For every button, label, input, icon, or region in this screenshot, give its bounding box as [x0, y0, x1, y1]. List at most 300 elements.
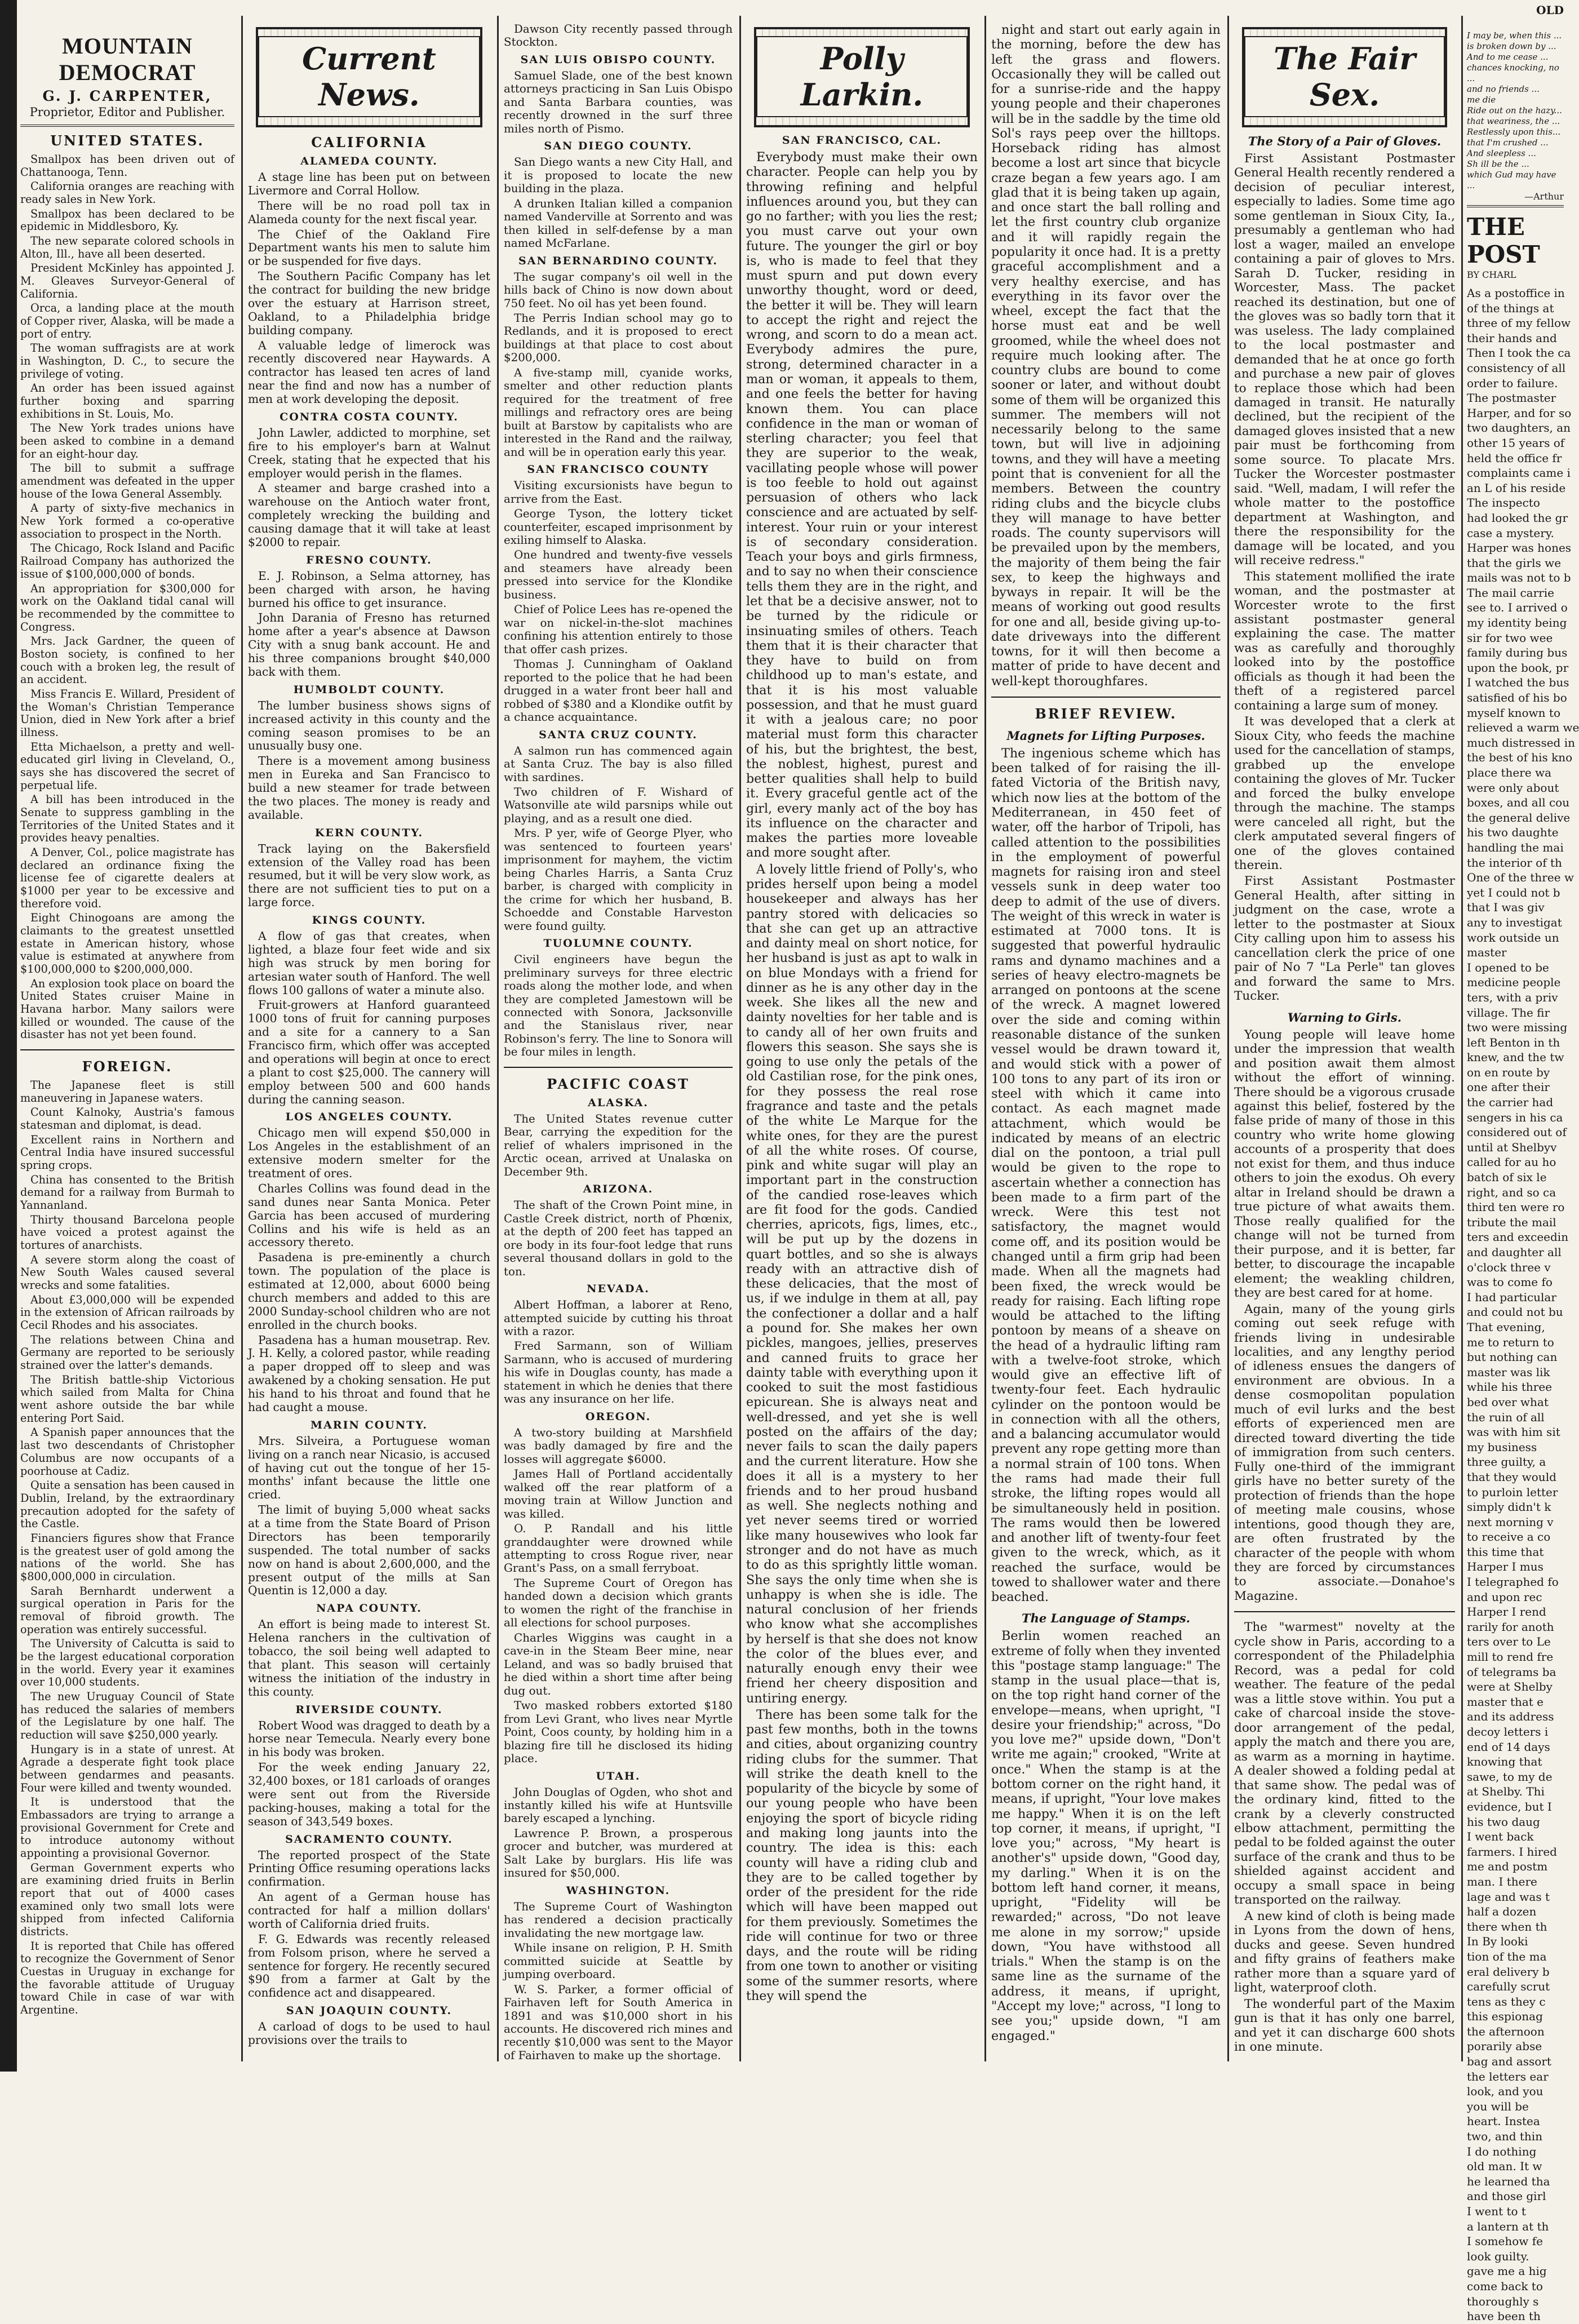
news-item: An effort is being made to interest St. Helena ranchers in the cultivation of tobacco, the soil being well adapted to that plant. This season will certainly witness the initiation of the industry in this county.: [248, 1617, 490, 1698]
news-item: San Diego wants a new City Hall, and it is proposed to locate the new building in the plaza.: [504, 156, 733, 196]
state-heading: CALIFORNIA: [311, 134, 427, 150]
news-item: A valuable ledge of limerock was recently discovered near Haywards. A contractor has leased ten acres of land near the find and now has a number of men at work developing the deposit.: [248, 338, 490, 406]
paragraph: The "warmest" novelty at the cycle show in Paris, according to a correspondent of the Philadelphia Record, was a pedal for cold weather. The feature of the pedal was a little stove within. You put a cake of charcoal inside the stove-door arrangement of the pedal, apply the match and there you are, as warm as a morning in haytime. A dealer showed a folding pedal at that same show. The pedal was of the ordinary kind, fitted to the crank by a cleverly constructed elbow attachment, permitting the pedal to be folded against the outer surface of the crank and thus to be shielded against accident and occupy a small space in being transported on the railway.: [1234, 1620, 1455, 1908]
text-line: to purloin letter: [1467, 1485, 1558, 1499]
text-line: the carrier had: [1467, 1096, 1554, 1110]
paragraph: It is reported that Chile has offered to recognize the Government of Senor Cuestas in Uruguay in exchange for the favorable attitude of Uruguay toward Chile in case of war with Argentine.: [20, 1939, 234, 2017]
paragraph: Mrs. Jack Gardner, the queen of Boston society, is confined to her couch with a broken leg, the result of an accident.: [20, 635, 234, 686]
news-item: Thomas J. Cunningham of Oakland reported to the police that he had been drugged in a water front beer hall and robbed of $380 and a Klondike outfit by a chance acquaintance.: [504, 658, 733, 724]
news-item: Two children of F. Wishard of Watsonville ate wild parsnips while out playing, and as a result one died.: [504, 785, 733, 825]
text-line: I may be, when this ...: [1467, 30, 1562, 41]
text-line: to receive a co: [1467, 1530, 1551, 1544]
text-line: me die: [1467, 95, 1496, 105]
text-line: me and postm: [1467, 1860, 1548, 1874]
text-line: and could not bu: [1467, 1305, 1563, 1319]
banner-polly-larkin: [754, 27, 970, 127]
text-line: tribute the mail: [1467, 1215, 1556, 1229]
paragraph: Count Kalnoky, Austria's famous statesman and diplomat, is dead.: [20, 1106, 234, 1132]
text-line: on en route by: [1467, 1065, 1550, 1079]
paragraph: This statement mollified the irate woman, and the postmaster at Worcester wrote to the first assistant postmaster general explaining the case. The matter was as carefully and thoroughly looked into by the postoffice officials as though it had been the theft of a registered parcel containing a large sum of money.: [1234, 569, 1455, 713]
paragraph: A severe storm along the coast of New South Wales caused several wrecks and some fatalities.: [20, 1253, 234, 1292]
column-5: [991, 23, 1221, 2067]
text-line: place there wa: [1467, 766, 1552, 779]
text-line: Harper was hones: [1467, 541, 1572, 555]
text-line: called for au ho: [1467, 1155, 1556, 1169]
news-item: Pasadena has a human mousetrap. Rev. J. H. Kelly, a colored pastor, while reading a paper dropped off to sleep and was awakened by a choking sensation. He put his hand to his throat and found that he had caught a mouse.: [248, 1333, 490, 1414]
section-heading: FOREIGN.: [82, 1058, 173, 1075]
text-line: the afternoon: [1467, 2024, 1545, 2038]
text-line: family during bus: [1467, 646, 1568, 660]
column-rule: [984, 16, 986, 2061]
paragraph: First Assistant Postmaster General Health recently rendered a decision of peculiar interest, especially to ladies. Some time ago some gentleman in Sioux City, Ia., presumably a gentleman who had lost a wager, mailed an envelope containing a pair of gloves to Mrs. Sarah D. Tucker, residing in Worcester, Mass. The packet reached its destination, but one of the gloves was so badly torn that it was useless. The lady complained to the local postmaster and demanded that he at once go forth and purchase a new pair of gloves to replace those which had been damaged in transit. He naturally declined, but the recipient of the damaged gloves insisted that a new pair must be forthcoming from some source. To placate Mrs. Tucker the Worcester postmaster said. "Well, madam, I will refer the whole matter to the postoffice department at Washington, and there the responsibility for the damage will be located, and you will receive redress.": [1234, 152, 1455, 568]
county-heading: WASHINGTON.: [566, 1884, 671, 1897]
text-line: heart. Instea: [1467, 2114, 1540, 2128]
divider: [1234, 1611, 1455, 1612]
paragraph: Orca, a landing place at the mouth of Copper river, Alaska, will be made a port of entry.: [20, 301, 234, 340]
article-body: [1234, 1028, 1455, 1604]
county-heading: KERN COUNTY.: [314, 826, 424, 839]
text-line: handling the mai: [1467, 840, 1564, 854]
news-item: E. J. Robinson, a Selma attorney, has been charged with arson, he having burned his office to get insurance.: [248, 569, 490, 610]
news-item: The Supreme Court of Washington has rendered a decision practically invalidating the new mortgage law.: [504, 1900, 733, 1940]
news-item: Visiting excursionists have begun to arrive from the East.: [504, 479, 733, 505]
paragraph: Hungary is in a state of unrest. At Agrade a desperate fight took place between gendarmes and peasants. Four were killed and twenty wounded.: [20, 1742, 234, 1794]
news-item: The lumber business shows signs of increased activity in this county and the coming season promises to be an unusually busy one.: [248, 698, 490, 753]
news-item: One hundred and twenty-five vessels and steamers have already been pressed into service for the Klondike business.: [504, 548, 733, 601]
article-byline: BY CHARL: [1467, 269, 1516, 280]
text-line: my business: [1467, 1440, 1537, 1454]
text-line: As a postoffice in: [1467, 286, 1565, 300]
subheading: The Story of a Pair of Gloves.: [1248, 134, 1441, 148]
paragraph: China has consented to the British demand for a railway from Burmah to Yannanland.: [20, 1173, 234, 1212]
text-line: ters over to Le: [1467, 1635, 1551, 1649]
text-line: I had particular: [1467, 1290, 1556, 1304]
text-line: see to. I arrived o: [1467, 601, 1568, 615]
paragraph: A Spanish paper announces that the last two descendants of Christopher Columbus are now occupants of a poorhouse at Cadiz.: [20, 1426, 234, 1478]
text-line: left Benton in th: [1467, 1035, 1560, 1049]
banner-title: Polly Larkin.: [756, 36, 968, 117]
text-line: I went to t: [1467, 2205, 1526, 2218]
text-line: held the office fr: [1467, 451, 1562, 465]
text-line: and upon rec: [1467, 1590, 1542, 1604]
text-line: I went back: [1467, 1830, 1534, 1844]
masthead-proprietor: Proprietor, Editor and Publisher.: [29, 105, 225, 119]
subheading: Magnets for Lifting Purposes.: [1006, 728, 1205, 743]
divider: [991, 697, 1221, 698]
text-line: man. I there: [1467, 1874, 1537, 1888]
column-rule: [739, 16, 741, 2061]
text-line: half a dozen: [1467, 1905, 1537, 1919]
text-line: master that e: [1467, 1695, 1544, 1709]
paragraph: The Japanese fleet is still maneuvering in Japanese waters.: [20, 1079, 234, 1105]
text-line: sawe, to my de: [1467, 1769, 1553, 1784]
foreign-news-list: [20, 1079, 234, 2017]
paragraph: A party of sixty-five mechanics in New York formed a co-operative association to prospect in the North.: [20, 502, 234, 540]
news-item: A stage line has been put on between Livermore and Corral Hollow.: [248, 170, 490, 197]
news-item: O. P. Randall and his little granddaughter were drowned while attempting to cross Rogue river, near Grant's Pass, on a small ferryboat.: [504, 1522, 733, 1575]
text-line: Then I took the ca: [1467, 346, 1571, 360]
text-line: old man. It w: [1467, 2159, 1542, 2174]
text-line: batch of six le: [1467, 1170, 1547, 1185]
news-item: Albert Hoffman, a laborer at Reno, attempted suicide by cutting his throat with a razor.: [504, 1298, 733, 1338]
section-heading: PACIFIC COAST: [547, 1075, 690, 1092]
column-2: [248, 23, 490, 2067]
masthead-editor: G. J. CARPENTER,: [42, 88, 212, 104]
text-line: the best of his kno: [1467, 751, 1573, 765]
text-line: that the girls we: [1467, 556, 1562, 570]
news-item: John Douglas of Ogden, who shot and instantly killed his wife at Huntsville barely escaped a lynching.: [504, 1785, 733, 1825]
text-line: of the things at: [1467, 301, 1554, 315]
text-line: next morning v: [1467, 1515, 1554, 1529]
news-item: The Supreme Court of Oregon has handed down a decision which grants to women the right of the franchise in all elections for school purposes.: [504, 1576, 733, 1630]
text-line: one after their: [1467, 1080, 1550, 1094]
news-item: The Chief of the Oakland Fire Department wants his men to salute him or be suspended for five days.: [248, 227, 490, 268]
paragraph: There has been some talk for the past few months, both in the towns and cities, about organizing country riding clubs for the summer. That will strike the death knell to the popularity of the bicycle by some of our young people who have been enjoying the sport of bicycle riding and making long jaunts into the country. The idea is this: each county will have a riding club and they are to be called together by order of the president for the ride which will have been mapped out for them previously. Sometimes the ride will continue for two or three days, and the route will be riding from one town to another or visiting some of the summer resorts, where they will spend the: [746, 1707, 978, 2003]
paragraph: The new separate colored schools in Alton, Ill., have all been deserted.: [20, 234, 234, 260]
paragraph: The Chicago, Rock Island and Pacific Railroad Company has authorized the issue of $100,000,000 of bonds.: [20, 542, 234, 580]
text-line: Harper I mus: [1467, 1560, 1543, 1574]
text-line: work outside un: [1467, 930, 1559, 944]
news-item: Track laying on the Bakersfield extension of the Valley road has been resumed, but it will be very slow work, as there are not sufficient ties to put on a large force.: [248, 841, 490, 910]
news-item: A five-stamp mill, cyanide works, smelter and other reduction plants required for the treatment of free millings and refractory ores are being built at Barstow by capitalists who are interested in the Rand and the railway, and will be in operation early this year.: [504, 366, 733, 459]
text-line: Restlessly upon this...: [1467, 127, 1561, 137]
text-line: two were missing: [1467, 1021, 1568, 1035]
county-heading: SAN JOAQUIN COUNTY.: [286, 2004, 453, 2017]
masthead-title: MOUNTAIN DEMOCRAT: [59, 33, 196, 85]
text-line: that I'm crushed ...: [1467, 138, 1549, 148]
text-line: yet I could not b: [1467, 885, 1560, 899]
county-heading: SAN FRANCISCO COUNTY: [527, 463, 709, 476]
text-line: complaints came i: [1467, 466, 1571, 480]
text-line: evidence, but I: [1467, 1799, 1552, 1813]
section-heading: UNITED STATES.: [50, 132, 205, 149]
paragraph: The British battle-ship Victorious which sailed from Malta for China went ashore outside the bar while entering Port Said.: [20, 1373, 234, 1425]
news-item: The Perris Indian school may go to Redlands, and it is proposed to erect buildings at that place to cost about $200,000.: [504, 311, 733, 365]
article-body: [1467, 286, 1579, 2324]
news-item: The sugar company's oil well in the hills back of Chino is now down about 750 feet. No oil has yet been found.: [504, 270, 733, 310]
divider: [1467, 205, 1564, 207]
text-line: the ruin of all: [1467, 1410, 1545, 1424]
banner-fair-sex: [1242, 27, 1447, 127]
text-line: knowing that: [1467, 1755, 1542, 1769]
text-line: mails was not to b: [1467, 571, 1571, 585]
text-line: look guilty.: [1467, 2249, 1529, 2263]
text-line: three guilty, a: [1467, 1455, 1546, 1469]
news-item: John Darania of Fresno has returned home after a year's absence at Dawson City with a snug bank account. He and his three companions brought $40,000 back with them.: [248, 611, 490, 678]
text-line: master was lik: [1467, 1365, 1550, 1379]
paragraph: A Denver, Col., police magistrate has declared an ordinance fixing the license fee of cigarette dealers at $1000 per year to be excessive and therefore void.: [20, 845, 234, 910]
text-line: you will be: [1467, 2099, 1529, 2113]
news-item: The limit of buying 5,000 wheat sacks at a time from the State Board of Prison Directors has been temporarily suspended. The total number of sacks now on hand is about 2,600,000, and the present output of the mills at San Quentin is 12,000 a day.: [248, 1503, 490, 1598]
county-heading: ALASKA.: [588, 1096, 649, 1109]
paragraph: The woman suffragists are at work in Washington, D. C., to secure the privilege of voting.: [20, 341, 234, 380]
text-line: medicine people: [1467, 975, 1561, 990]
county-heading: OREGON.: [585, 1410, 651, 1423]
news-item: The Southern Pacific Company has let the contract for building the new bridge over the estuary at Harrison street, Oakland, to a Philadelphia bridge building company.: [248, 269, 490, 337]
text-line: myself known to: [1467, 706, 1560, 720]
text-line: and no friends ...: [1467, 84, 1540, 94]
county-heading: UTAH.: [596, 1769, 641, 1782]
county-heading: ALAMEDA COUNTY.: [300, 155, 438, 167]
news-item: A two-story building at Marshfield was badly damaged by fire and the losses will aggregate $6000.: [504, 1426, 733, 1466]
paragraph: A bill has been introduced in the Senate to suppress gambling in the Territories of the United States and it provides heavy penalties.: [20, 793, 234, 845]
paragraph: Everybody must make their own character. People can help you by throwing refining and helpful influences around you, but they can go no farther; with you lies the rest; you must carve out your own future. The younger the girl or boy is, who is made to feel that they must spurn and put down every unworthy thought, word or deed, the better it will be. They will learn to accept the right and reject the wrong, and scorn to do a mean act. Everybody admires the pure, strong, determined character in a man or woman, it appeals to them, and one feels the better for having known them. You can place confidence in the man or woman of sterling character; you feel that they are superior to the weak, vacillating people whose will power is too feeble to hold out against persuasion of others who lack conscience and are actuated by self-interest. Your ruin or your interest is of secondary consideration. Teach your boys and girls firmness, and to say no when their conscience tells them they are in the right, and let that be a decisive answer, not to be turned by the ridicule or insinuating smiles of others. Teach them that it is their character that they have to build on from childhood up to man's estate, and that it is his most valuable possession, and that he must guard it with a jealous care; no poor material must form this character of his, but the brightest, the best, the noblest, highest, purest and better qualities shall help to build it. Every graceful gentle act of the girl, every manly act of the boy has its influence on the character and makes the parties more loveable and more sought after.: [746, 150, 978, 861]
column-rule: [1227, 16, 1229, 2061]
text-line: end of 14 days: [1467, 1740, 1550, 1754]
news-item: For the week ending January 22, 32,400 boxes, or 181 carloads of oranges were sent out from the Riverside packing-houses, making a total for the season of 343,549 boxes.: [248, 1760, 490, 1828]
paragraph: It is understood that the Embassadors are trying to arrange a provisional Government for Crete and to introduce autonomy without appointing a provisional Governor.: [20, 1795, 234, 1860]
text-line: of telegrams ba: [1467, 1665, 1556, 1679]
paragraph: The bill to submit a suffrage amendment was defeated in the upper house of the Iowa General Assembly.: [20, 462, 234, 500]
paragraph: The new Uruguay Council of State has reduced the salaries of members of the Legislature by one half. The reduction will save $250,000 yearly.: [20, 1689, 234, 1741]
text-line: mill to rend fre: [1467, 1650, 1554, 1664]
county-news-list: [504, 23, 733, 1059]
county-heading: SAN DIEGO COUNTY.: [544, 140, 693, 153]
text-line: One of the three w: [1467, 871, 1574, 885]
news-item: Two masked robbers extorted $180 from Levi Grant, who lives near Myrtle Point, Coos county, by holding him in a blazing fire till he disclosed its hiding place.: [504, 1699, 733, 1766]
paragraph: Sarah Bernhardt underwent a surgical operation in Paris for the removal of fibroid growth. The operation was entirely successful.: [20, 1584, 234, 1636]
county-heading: HUMBOLDT COUNTY.: [293, 683, 445, 696]
column-rule: [1461, 16, 1463, 2061]
county-heading: TUOLUMNE COUNTY.: [543, 937, 693, 950]
text-line: And sleepless ...: [1467, 148, 1536, 158]
text-line: he learned tha: [1467, 2174, 1550, 2188]
news-item: Pasadena is pre-eminently a church town. The population of the place is estimated at 12,000, about 6000 being church members and added to this are 2000 Sunday-school children who are not enrolled in the church books.: [248, 1250, 490, 1332]
text-line: The inspecto: [1467, 496, 1540, 510]
text-line: a lantern at th: [1467, 2219, 1549, 2233]
county-heading: CONTRA COSTA COUNTY.: [280, 410, 459, 423]
news-item: Charles Collins was found dead in the sand dunes near Santa Monica. Peter Garcia has been accused of murdering Collins and his wife is held as an accessory thereto.: [248, 1181, 490, 1249]
poem: [1467, 30, 1564, 191]
text-line: o'clock three v: [1467, 1260, 1551, 1274]
news-item: Robert Wood was dragged to death by a horse near Temecula. Nearly every bone in his body was broken.: [248, 1718, 490, 1759]
county-heading: NAPA COUNTY.: [316, 1602, 422, 1615]
news-item: Mrs. P yer, wife of George Plyer, who was sentenced to fourteen years' imprisonment for mayhem, the victim being Charles Harris, a Santa Cruz barber, is charged with complicity in the crime for which her husband, B. Schoedde and Constable Harveston were found guilty.: [504, 827, 733, 933]
text-line: bed over what: [1467, 1395, 1549, 1409]
dateline: SAN FRANCISCO, CAL.: [782, 134, 942, 147]
county-heading: SANTA CRUZ COUNTY.: [539, 728, 698, 741]
text-line: was with him sit: [1467, 1425, 1560, 1439]
news-item: The reported prospect of the State Printing Office resuming operations lacks confirmation.: [248, 1848, 490, 1889]
section-heading: BRIEF REVIEW.: [1035, 705, 1177, 722]
news-item: There will be no road poll tax in Alameda county for the next fiscal year.: [248, 198, 490, 226]
news-item: Charles Wiggins was caught in a cave-in in the Steam Beer mine, near Leland, and was so badly bruised that he died within a short time after being dug out.: [504, 1631, 733, 1697]
news-item: A flow of gas that creates, when lighted, a blaze four feet wide and six high was struck by men boring for artesian water south of Hanford. The well flows 100 gallons of water a minute also.: [248, 929, 490, 997]
text-line: ters and exceedin: [1467, 1230, 1569, 1244]
paragraph: Thirty thousand Barcelona people have voiced a protest against the tortures of anarchists.: [20, 1213, 234, 1252]
article-body: [991, 746, 1221, 1604]
text-line: eral delivery b: [1467, 1964, 1550, 1979]
masthead: [20, 33, 234, 119]
news-item: Samuel Slade, one of the best known attorneys practicing in San Luis Obispo and Santa Barbara counties, was recently drowned in the surf three miles north of Pismo.: [504, 69, 733, 135]
poem-attribution: —Arthur: [1524, 191, 1564, 202]
text-line: The postmaster: [1467, 391, 1556, 405]
paragraph: Financiers figures show that France is the greatest user of gold among the nations of the world. She has $800,000,000 in circulation.: [20, 1531, 234, 1583]
paragraph: President McKinley has appointed J. M. Gleaves Surveyor-General of California.: [20, 261, 234, 300]
text-line: In By looki: [1467, 1935, 1528, 1949]
article-body: [991, 23, 1221, 689]
text-line: any to investigat: [1467, 915, 1562, 929]
divider: [20, 1049, 234, 1050]
news-item: Dawson City recently passed through Stockton.: [504, 23, 733, 49]
paragraph: Again, many of the young girls coming out seek refuge with friends living in undesirable localities, and any lengthy period of idleness ensues the dangers of environment are obvious. In a dense cosmopolitan population much of evil lurks and the best efforts of experienced men are directed toward diverting the tide of immigration from such centers. Fully one-third of the immigrant girls have no better surety of the protection of friends than the hope of meeting male cousins, whose intentions, good though they are, are often frustrated by the character of the people with whom they are forced by circumstances to associate.—Donahoe's Magazine.: [1234, 1302, 1455, 1603]
paragraph: An appropriation for $300,000 for work on the Oakland tidal canal will be recommended by the committee to Congress.: [20, 582, 234, 633]
paragraph: Miss Francis E. Willard, President of the Woman's Christian Temperance Union, died in New York after a brief illness.: [20, 687, 234, 739]
paragraph: Berlin women reached an extreme of folly when they invented this "postage stamp language:" The stamp in the usual place—that is, on the top right hand corner of the envelope—means, when upright, "I desire your friendship;" across, "Do you love me?" upside down, "Don't write me again;" crooked, "Write at once." When the stamp is at the bottom corner on the right hand, it means, if upright, "Your love makes me happy." When it is on the left top corner, it means, if upright, "I love you;" across, "My heart is another's" upside down, "Good day, my darling." When it is on the bottom left hand corner, it means, upright, "Fidelity will be rewarded;" across, "Do not leave me alone in my sorrow;" upside down, "You have withstood all trials." When the stamp is on the same line as the surname of the address, it means, if upright, "Accept my love;" across, "I long to see you;" upside down, "I am engaged.": [991, 1629, 1221, 2043]
text-line: master: [1467, 946, 1507, 960]
text-line: that weariness, the ...: [1467, 116, 1560, 126]
text-line: porarily abse: [1467, 2039, 1542, 2054]
text-line: right, and so ca: [1467, 1185, 1556, 1199]
paragraph: A new kind of cloth is being made in Lyons from the down of hens, ducks and geese. Seven hundred and fifty grains of feathers make rather more than a square yard of light, waterproof cloth.: [1234, 1909, 1455, 1995]
column-6: [1234, 23, 1455, 2067]
paragraph: German Government experts who are examining dried fruits in Berlin report that out of 4000 cases examined only two small lots were shipped from infected California districts.: [20, 1861, 234, 1939]
news-item: Lawrence P. Brown, a prosperous grocer and butcher, was murdered at Salt Lake by burglars. His life was insured for $50,000.: [504, 1826, 733, 1880]
text-line: their hands and: [1467, 331, 1557, 345]
text-line: Ride out on the hazy...: [1467, 105, 1562, 116]
paragraph: The wonderful part of the Maxim gun is that it has only one barrel, and yet it can discharge 600 shots in one minute.: [1234, 1997, 1455, 2054]
news-item: The shaft of the Crown Point mine, in Castle Creek district, north of Phœnix, at the depth of 200 feet has tapped an ore body in its four-foot ledge that runs several thousand dollars in gold to the ton.: [504, 1199, 733, 1278]
text-line: this time that: [1467, 1545, 1544, 1559]
text-line: Harper I rend: [1467, 1605, 1546, 1619]
paragraph: California oranges are reaching with ready sales in New York.: [20, 180, 234, 206]
text-line: had looked the gr: [1467, 511, 1568, 525]
county-heading: LOS ANGELES COUNTY.: [285, 1111, 453, 1124]
column-rule: [497, 16, 499, 2061]
text-line: tion of the ma: [1467, 1949, 1547, 1963]
text-line: much distressed in: [1467, 735, 1575, 749]
news-item: There is a movement among business men in Eureka and San Francisco to build a new steamer for trade between the two places. The money is ready and available.: [248, 754, 490, 822]
article-body: [991, 1629, 1221, 2043]
county-heading: SAN BERNARDINO COUNTY.: [518, 254, 718, 267]
text-line: sir for two wee: [1467, 631, 1553, 645]
subheading: The Language of Stamps.: [1022, 1611, 1190, 1626]
text-line: that I was giv: [1467, 901, 1545, 915]
us-news-list: [20, 153, 234, 1041]
text-line: Harper, and for so: [1467, 406, 1572, 420]
text-line: while his three: [1467, 1380, 1553, 1394]
text-line: I telegraphed fo: [1467, 1575, 1559, 1589]
county-heading: SACRAMENTO COUNTY.: [285, 1833, 453, 1846]
paragraph: Excellent rains in Northern and Central India have insured successful spring crops.: [20, 1133, 234, 1172]
text-line: there when th: [1467, 1919, 1547, 1933]
text-line: was to come fo: [1467, 1275, 1553, 1289]
text-line: his two daughte: [1467, 826, 1559, 840]
news-item: Chicago men will expend $50,000 in Los Angeles in the establishment of an extensive modern smelter for the treatment of ores.: [248, 1126, 490, 1180]
banner-current-news: [256, 27, 482, 127]
text-line: me to return to: [1467, 1335, 1554, 1349]
county-heading: FRESNO COUNTY.: [306, 553, 432, 566]
text-line: lage and was t: [1467, 1890, 1550, 1904]
article-body: [1234, 152, 1455, 1004]
news-item: George Tyson, the lottery ticket counterfeiter, escaped imprisonment by exiling himself to Alaska.: [504, 507, 733, 547]
column-4: [746, 23, 978, 2067]
text-line: gave me a hig: [1467, 2264, 1547, 2278]
text-line: until at Shelbyv: [1467, 1140, 1557, 1154]
column-rule: [241, 16, 243, 2061]
text-line: Sh ill be the ...: [1467, 159, 1529, 169]
county-heading: MARIN COUNTY.: [311, 1418, 428, 1431]
subheading: Warning to Girls.: [1287, 1010, 1402, 1024]
text-line: come back to: [1467, 2279, 1543, 2293]
column-3: [504, 23, 733, 2067]
news-item: W. S. Parker, a former official of Fairhaven left for South America in 1891 and was $10,000 short in his accounts. He discovered rich mines and recently $10,000 was sent to the Mayor of Fairhaven to make up the shortage.: [504, 1983, 733, 2062]
text-line: an L of his reside: [1467, 481, 1566, 495]
text-line: have been th: [1467, 2309, 1541, 2323]
text-line: were at Shelby: [1467, 1680, 1553, 1694]
county-news-list: [248, 155, 490, 2047]
text-line: knew, and the tw: [1467, 1050, 1564, 1065]
paragraph: A lovely little friend of Polly's, who prides herself upon being a model housekeeper and always has her pantry stored with delicacies so that she can get up an attractive and dainty meal on short notice, for her husband is just as apt to walk in on blue Mondays with a friend for dinner as he is any other day in the week. She likes all the new and dainty novelties for her table and is to candy all of her own fruits and flowers this season. She says she is going to use only the petals of the old Castilian rose, for the pink ones, for they possess the real rose fragrance and taste and the petals of the white Le Marque for the white ones, for they are the purest of all the white roses. Of course, pink and white sugar will play an important part in the construction of the candied rose-leaves which are fit food for the gods. Candied cherries, apricots, figs, limes, etc., will be put up by the dozens in quart bottles, and so she is always ready with an attractive dish of these delicacies, that the most of us, if we indulge in them at all, pay the confectioner a dollar and a half a pound for. She makes her own pickles, mangoes, jellies, preserves and canned fruits to grace her dainty table with everything upon it cooked to suit the most fastidious epicurean. She is always neat and well-dressed, and yet she is well posted on the affairs of the day; never fails to scan the daily papers and the current literature. How she does it all is a mystery to her friends and to her proud husband as well. She neglects nothing and yet never seems tired or worried like many housewives who look far stronger and do not have as much to do as this sprightly little woman. She says the only time when she is unhappy is when she is idle. The natural conclusion of her friends who know what she accomplishes by herself is that she does not know the color of the blues ever, and naturally enough envy their wee friend her cheery disposition and untiring energy.: [746, 862, 978, 1706]
text-line: The mail carrie: [1467, 586, 1554, 600]
text-line: satisfied of his bo: [1467, 691, 1567, 705]
text-line: at Shelby. Thi: [1467, 1785, 1545, 1799]
paragraph: An explosion took place on board the United States cruiser Maine in Havana harbor. Many sailors were killed or wounded. The cause of the disaster has not yet been found.: [20, 977, 234, 1041]
text-line: and those girl: [1467, 2189, 1546, 2203]
pacific-coast-list: [504, 1097, 733, 2063]
text-line: look, and you: [1467, 2084, 1543, 2099]
county-heading: ARIZONA.: [583, 1183, 654, 1196]
news-item: A steamer and barge crashed into a warehouse on the Antioch water front, completely wrecking the building and causing damage that it will take at least $2000 to repair.: [248, 481, 490, 549]
paragraph: Etta Michaelson, a pretty and well-educated girl living in Cleveland, O., says she has discovered the secret of perpetual life.: [20, 740, 234, 792]
text-line: carefully scrut: [1467, 1980, 1550, 1994]
text-line: my identity being: [1467, 616, 1567, 630]
text-line: And to me cease ...: [1467, 52, 1549, 62]
news-item: A salmon run has commenced again at Santa Cruz. The bay is also filled with sardines.: [504, 744, 733, 784]
county-heading: NEVADA.: [587, 1283, 650, 1296]
text-line: this espionag: [1467, 2010, 1543, 2024]
text-line: That evening,: [1467, 1320, 1545, 1334]
text-line: the letters ear: [1467, 2069, 1549, 2083]
news-item: Chief of Police Lees has re-opened the war on nickel-in-the-slot machines confining his attention entirely to those that offer cash prizes.: [504, 603, 733, 656]
paragraph: night and start out early again in the morning, before the dew has left the grass and flowers. Occasionally they will be called out for a sunrise-ride and the happy young people and their chaperones will be in the saddle by the time old Sol's rays peep over the hilltops. Horseback riding has almost become a lost art since that bicycle craze began a few years ago. I am glad that it is being taken up again, and once start the ball rolling and let the first country club organize and it will rapidly regain the popularity it once had. It is a pretty graceful accomplishment and a very healthy exercise, and has everything in its favor over the wheel, except the fact that the horse must eat and be well groomed, while the wheel does not require much looking after. The country clubs are bound to come sooner or later, and without doubt some of them will be organized this summer. The members will not necessarily belong to the same town, but will live in adjoining towns, and they will have a meeting point that is convenient for all the members. Between the country riding clubs and the bicycle clubs they will manage to have better roads. The county supervisors will be prevailed upon by the members, the majority of them being the fair sex, to keep the highways and byways in repair. It will be the means of working out good results for one and all, beside giving up-to-date driveways into the different towns, for it will then become a matter of pride to have decent and well-kept thoroughfares.: [991, 23, 1221, 689]
banner-title: Current News.: [258, 36, 480, 117]
news-item: A carload of dogs to be used to haul provisions over the trails to: [248, 2020, 490, 2047]
text-line: considered out of: [1467, 1125, 1567, 1139]
text-line: simply didn't k: [1467, 1500, 1551, 1514]
top-label: OLD: [1536, 3, 1564, 17]
paragraph: About £3,000,000 will be expended in the extension of African railroads by Cecil Rhodes and his associates.: [20, 1293, 234, 1332]
text-line: ters, with a priv: [1467, 990, 1558, 1004]
paragraph: First Assistant Postmaster General Health, after sitting in judgment on the case, wrote a letter to the postmaster at Sioux City calling upon him to assess his cancellation clerk the price of one pair of No 7 "La Perle" tan gloves and forward the same to Mrs. Tucker.: [1234, 874, 1455, 1004]
paragraph: Smallpox has been declared to be epidemic in Middlesboro, Ky.: [20, 207, 234, 233]
text-line: I watched the bus: [1467, 676, 1569, 690]
news-item: John Lawler, addicted to morphine, set fire to his employer's barn at Walnut Creek, stating that he expected that his employer would perish in the flames.: [248, 425, 490, 480]
text-line: third ten were ro: [1467, 1200, 1565, 1214]
text-line: relieved a warm we: [1467, 721, 1579, 735]
paragraph: Quite a sensation has been caused in Dublin, Ireland, by the extraordinary precaution adopted for the safety of the Castle.: [20, 1479, 234, 1531]
paragraph: The relations between China and Germany are reported to be seriously strained over the latter's demands.: [20, 1333, 234, 1372]
column-7-partial: [1467, 3, 1579, 2323]
county-heading: SAN LUIS OBISPO COUNTY.: [520, 53, 716, 66]
text-line: and daughter all: [1467, 1245, 1562, 1259]
paragraph: It was developed that a clerk at Sioux City, who feeds the machine used for the cancellation of stamps, grabbed up the envelope containing the gloves of Mr. Tucker and forced the bulky envelope through the machine. The stamps were canceled all right, but the clerk amputated several fingers of one of the gloves contained therein.: [1234, 715, 1455, 872]
article-title: THE POST: [1467, 213, 1540, 268]
news-item: Civil engineers have begun the preliminary surveys for three electric roads along the mother lode, and when they are completed Jamestown will be connected with Sonora, Jacksonville and the Stanislaus river, near Robinson's ferry. The line to Sonora will be four miles in length.: [504, 953, 733, 1059]
text-line: I opened to be: [1467, 960, 1549, 974]
text-line: chances knocking, no ...: [1467, 63, 1559, 83]
news-item: The United States revenue cutter Bear, carrying the expedition for the relief of whalers imprisoned in the Arctic ocean, arrived at Unalaska on December 9th.: [504, 1112, 733, 1178]
text-line: the interior of th: [1467, 855, 1562, 870]
column-1: [20, 23, 234, 2067]
text-line: two daughters, an: [1467, 421, 1571, 435]
county-heading: KINGS COUNTY.: [312, 914, 427, 926]
text-line: tens as they c: [1467, 1994, 1546, 2008]
paragraph: Young people will leave home under the impression that wealth and position await them almost without the effort of winning. There should be a vigorous crusade against this belief, fostered by the false pride of many of those in this country who write home glowing accounts of a prosperity that does not exist for them, and thus induce others to join the exodus. Oh every altar in Ireland should be drawn a true picture of what awaits them. Those really qualified for the change will not be turned from their purpose, and it is better, far better, to discourage the incapable element; the weakling children, they are best cared for at home.: [1234, 1027, 1455, 1301]
text-line: which Gud may have ...: [1467, 170, 1556, 190]
text-line: sengers in his ca: [1467, 1110, 1563, 1124]
divider: [20, 125, 234, 127]
